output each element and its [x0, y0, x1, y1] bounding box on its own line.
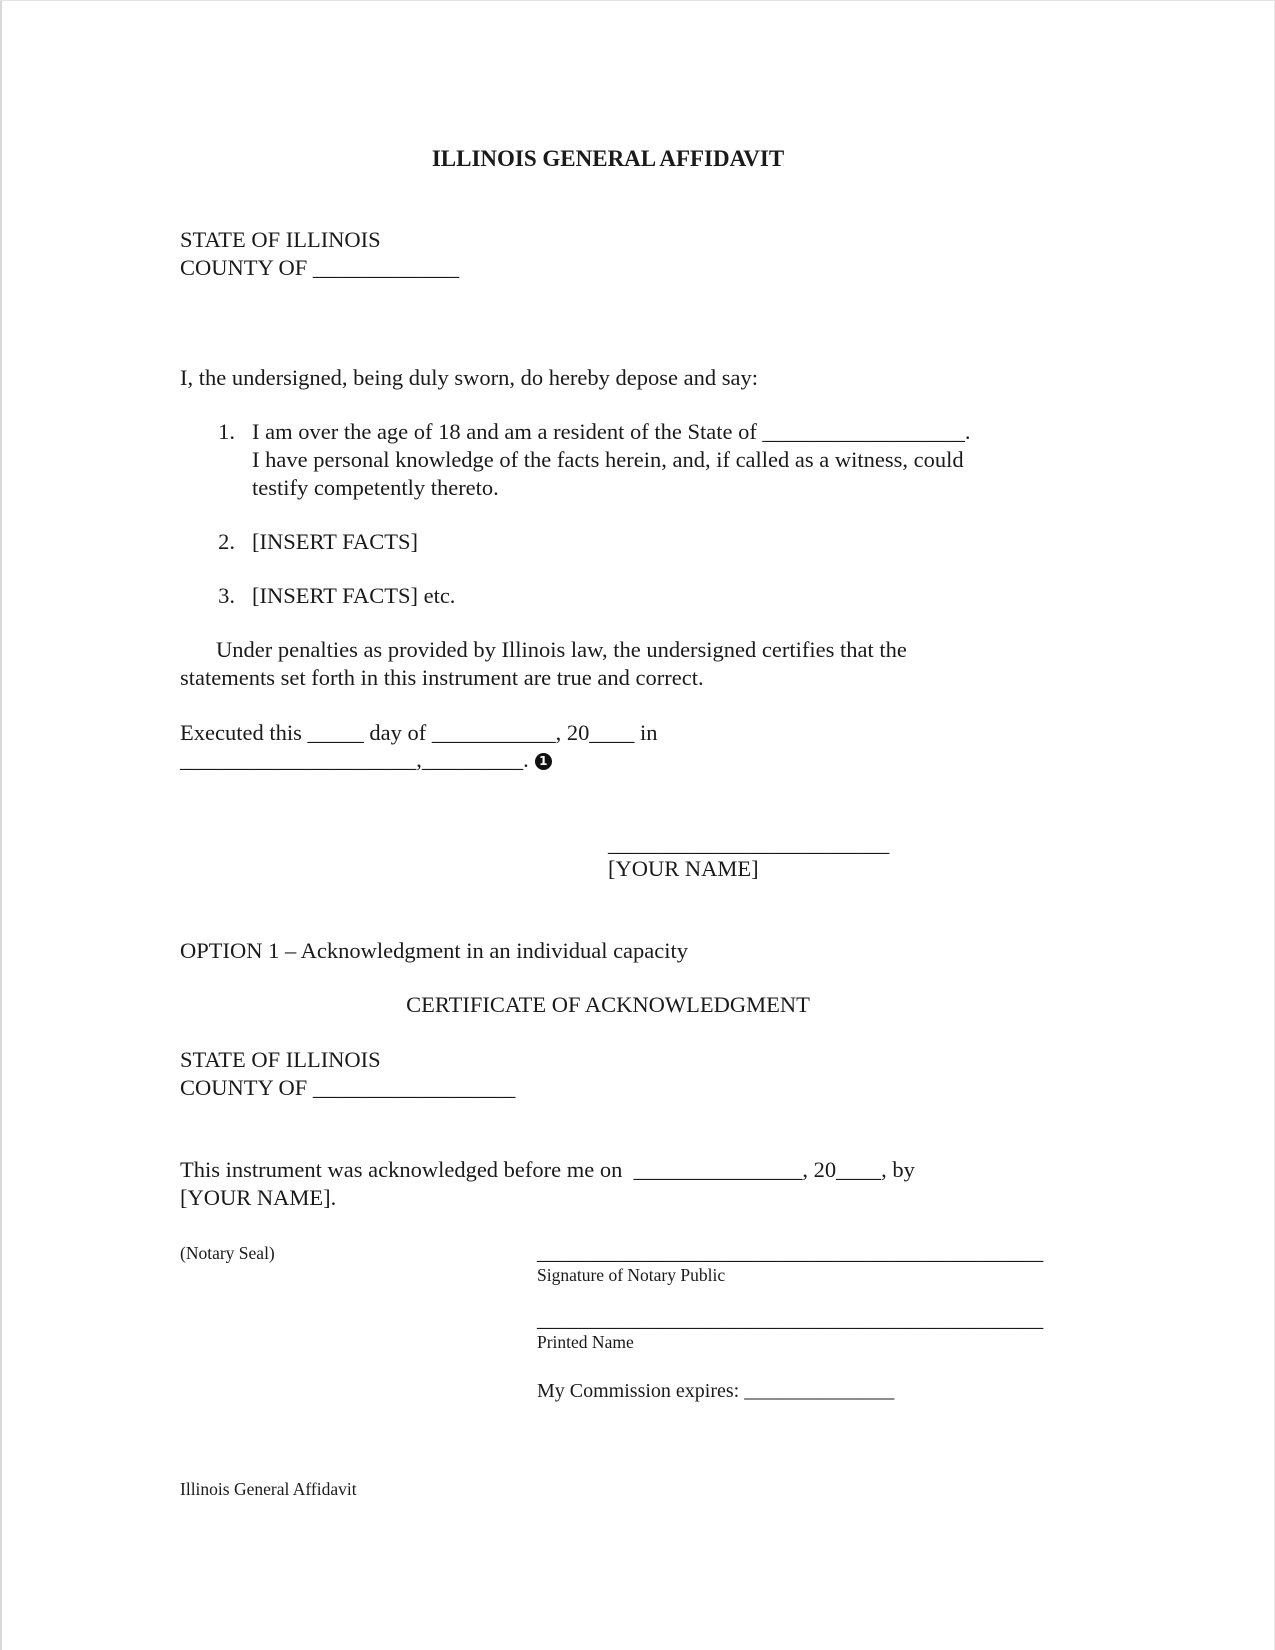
page-footer: Illinois General Affidavit	[180, 1479, 357, 1499]
notary-signature-line: _____________________________________________	[537, 1239, 1044, 1264]
item-text: [INSERT FACTS]	[252, 529, 418, 554]
printed-name-label: Printed Name	[537, 1332, 634, 1352]
venue-state: STATE OF ILLINOIS	[180, 227, 381, 252]
executed-place-line	[180, 749, 552, 772]
printed-name-line: _____________________________________________	[537, 1306, 1044, 1331]
item-text: testify competently thereto.	[252, 475, 499, 500]
item-text: [INSERT FACTS] etc.	[252, 583, 456, 608]
certificate-heading: CERTIFICATE OF ACKNOWLEDGMENT	[406, 992, 810, 1017]
acknowledgment-text: This instrument was acknowledged before me on _______________, 20____, by	[180, 1157, 915, 1182]
item-number: 1.	[218, 419, 235, 444]
item-number: 2.	[218, 529, 235, 554]
venue-state: STATE OF ILLINOIS	[180, 1047, 381, 1072]
footnote-marker-icon: 1	[535, 753, 552, 770]
signature-line: _________________________	[608, 831, 890, 856]
venue-county: COUNTY OF _____________	[180, 255, 460, 280]
executed-line: Executed this _____ day of ___________, 20____ in	[180, 720, 658, 745]
notary-signature-label: Signature of Notary Public	[537, 1265, 726, 1285]
item-text: I am over the age of 18 and am a resident of the State of __________________.	[252, 419, 971, 444]
item-text: I have personal knowledge of the facts herein, and, if called as a witness, could	[252, 447, 964, 472]
acknowledgment-text: [YOUR NAME].	[180, 1185, 337, 1210]
intro-statement: I, the undersigned, being duly sworn, do hereby depose and say:	[180, 365, 758, 390]
item-number: 3.	[218, 583, 235, 608]
commission-expiry: My Commission expires: _______________	[537, 1380, 895, 1402]
certification-text: statements set forth in this instrument are true and correct.	[180, 665, 704, 690]
option-heading: OPTION 1 – Acknowledgment in an individual capacity	[180, 938, 689, 963]
signatory-name: [YOUR NAME]	[608, 856, 759, 881]
venue-county: COUNTY OF __________________	[180, 1075, 516, 1100]
certification-text: Under penalties as provided by Illinois law, the undersigned certifies that the	[216, 637, 907, 662]
notary-seal-label: (Notary Seal)	[180, 1243, 275, 1263]
document-title: ILLINOIS GENERAL AFFIDAVIT	[431, 146, 785, 171]
executed-place-blanks: _____________________,_________.	[180, 747, 529, 772]
